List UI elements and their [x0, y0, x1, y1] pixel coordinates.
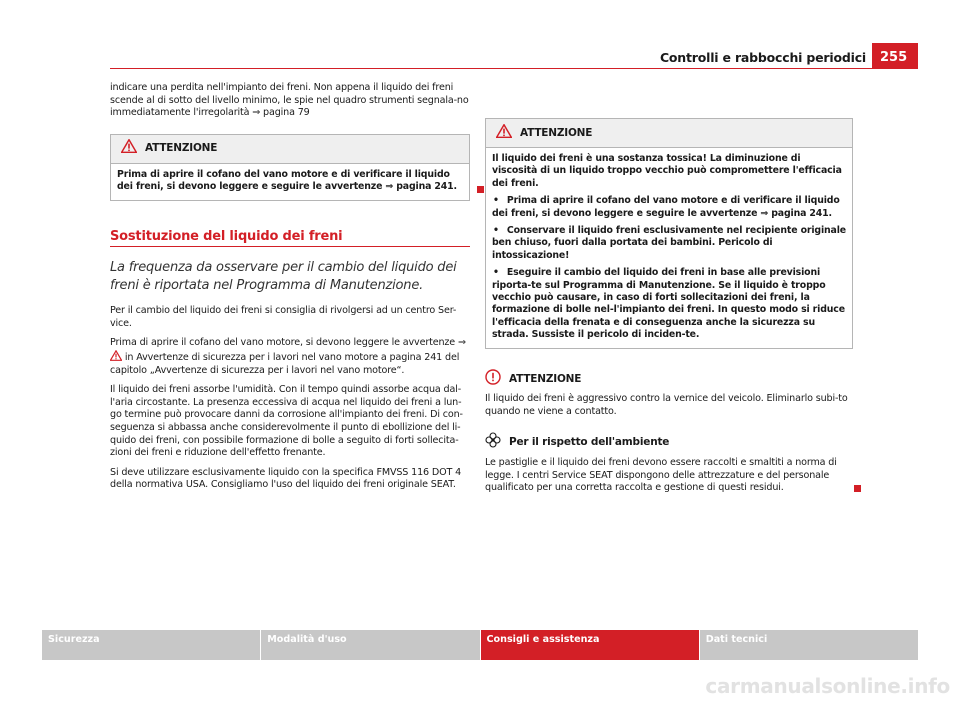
- warning-box: [485, 118, 853, 349]
- paragraph: Si deve utilizzare esclusivamente liquido con la specifica FMVSS 116 DOT 4 della normativa USA. Consigliamo l'uso del liquido dei freni originale SEAT.: [110, 466, 462, 491]
- tab-sicurezza[interactable]: Sicurezza: [42, 630, 261, 660]
- footer-nav: [42, 630, 918, 660]
- environment-title: Per il rispetto dell'ambiente: [509, 436, 670, 449]
- caution-exclamation-icon: [485, 369, 501, 390]
- environment-note: [485, 432, 853, 494]
- flower-environment-icon: [485, 432, 501, 453]
- warning-bullet: • Conservare il liquido freni esclusivamente nel recipiente originale ben chiuso, fuori dalla portata dei bambini. Pericolo di intossicazione!: [492, 225, 846, 262]
- warning-bullet: • Eseguire il cambio del liquido dei freni in base alle previsioni riporta-te sul Programma di Manutenzione. Se il liquido è troppo vecchio può causare, in caso di forti sollecitazioni dei freni, la formazione di bolle nel-l'impianto dei freni. In questo modo si riduce l'efficacia della frenata e di conseguenza anche la sicurezza su strada. Sussiste il pericolo di inciden-te.: [492, 267, 846, 341]
- section-intro: La frequenza da osservare per il cambio del liquido dei freni è riportata nel Programma di Manutenzione.: [110, 260, 457, 294]
- end-marker: [854, 485, 861, 492]
- paragraph: [110, 337, 470, 377]
- warning-body: [486, 148, 852, 348]
- warning-box-wrapper: [110, 134, 470, 201]
- right-column: [485, 118, 853, 495]
- warning-text: Il liquido dei freni è una sostanza tossica! La diminuzione di viscosità di un liquido troppo vecchio può compromettere l'efficacia dei freni.: [492, 153, 842, 189]
- section-title: Sostituzione del liquido dei freni: [110, 231, 470, 248]
- tab-modalita-duso[interactable]: Modalità d'uso: [261, 630, 480, 660]
- paragraph: Il liquido dei freni assorbe l'umidità. Con il tempo quindi assorbe acqua dal-l'aria circostante. La presenza eccessiva di acqua nel liquido dei freni a lun-go termine può provocare danni da corrosione all'impianto dei freni. Di con-seguenza si abbassa anche considerevolmente il punto di ebollizione del li-quido dei freni, con possibile formazione di bolle a seguito di forti sollecita-zioni dei freni e riduzione dell'effetto frenante.: [110, 384, 463, 459]
- environment-body: [485, 457, 853, 495]
- paragraph: indicare una perdita nell'impianto dei freni. Non appena il liquido dei freni scende al di sotto del livello minimo, le spie nel quadro strumenti segnala-no immediatamente l'irregolarità ⇒ pagina 79: [110, 82, 469, 119]
- warning-title: ATTENZIONE: [145, 142, 218, 155]
- caution-text: Il liquido dei freni è aggressivo contro la vernice del veicolo. Eliminarlo subi-to quando ne viene a contatto.: [485, 393, 848, 417]
- warning-triangle-icon: [121, 139, 137, 158]
- environment-header: [485, 432, 853, 453]
- watermark: carmanualsonline.info: [705, 674, 950, 698]
- warning-bullet: • Prima di aprire il cofano del vano motore e di verificare il liquido dei freni, si devono leggere e seguire le avvertenze ⇒ pagina 241.: [492, 195, 846, 220]
- paragraph-text: Prima di aprire il cofano del vano motore, si devono leggere le avvertenze ⇒: [110, 337, 466, 349]
- caution-header: [485, 369, 853, 390]
- paragraph: Per il cambio del liquido dei freni si consiglia di rivolgersi ad un centro Ser-vice.: [110, 305, 457, 329]
- warning-header: [486, 119, 852, 148]
- tab-dati-tecnici[interactable]: Dati tecnici: [700, 630, 918, 660]
- paragraph-text: in Avvertenze di sicurezza per i lavori nel vano motore a pagina 241 del capitolo „Avvertenze di sicurezza per i lavori nel vano motore“.: [110, 351, 460, 376]
- caution-note: [485, 369, 853, 419]
- end-marker: [477, 186, 484, 193]
- warning-triangle-icon[interactable]: [110, 352, 125, 363]
- warning-triangle-icon: [496, 124, 512, 143]
- chapter-title: Controlli e rabbocchi periodici: [659, 50, 866, 65]
- page-number: 255: [872, 43, 918, 69]
- environment-text: Le pastiglie e il liquido dei freni devono essere raccolti e smaltiti a norma di legge. I centri Service SEAT dispongono delle attrezzature e del personale qualificato per una corretta raccolta e gestione di questi residui.: [485, 457, 837, 494]
- tab-consigli-assistenza[interactable]: Consigli e assistenza: [481, 630, 700, 660]
- warning-box: [110, 134, 470, 201]
- warning-header: [111, 135, 469, 164]
- warning-text: Prima di aprire il cofano del vano motore e di verificare il liquido dei freni, si devono leggere e seguire le avvertenze ⇒ pagina 241.: [117, 168, 457, 193]
- caution-title: ATTENZIONE: [509, 372, 582, 385]
- section: [110, 228, 470, 492]
- left-column: [110, 82, 470, 499]
- header-rule: [110, 68, 872, 69]
- warning-title: ATTENZIONE: [520, 126, 593, 139]
